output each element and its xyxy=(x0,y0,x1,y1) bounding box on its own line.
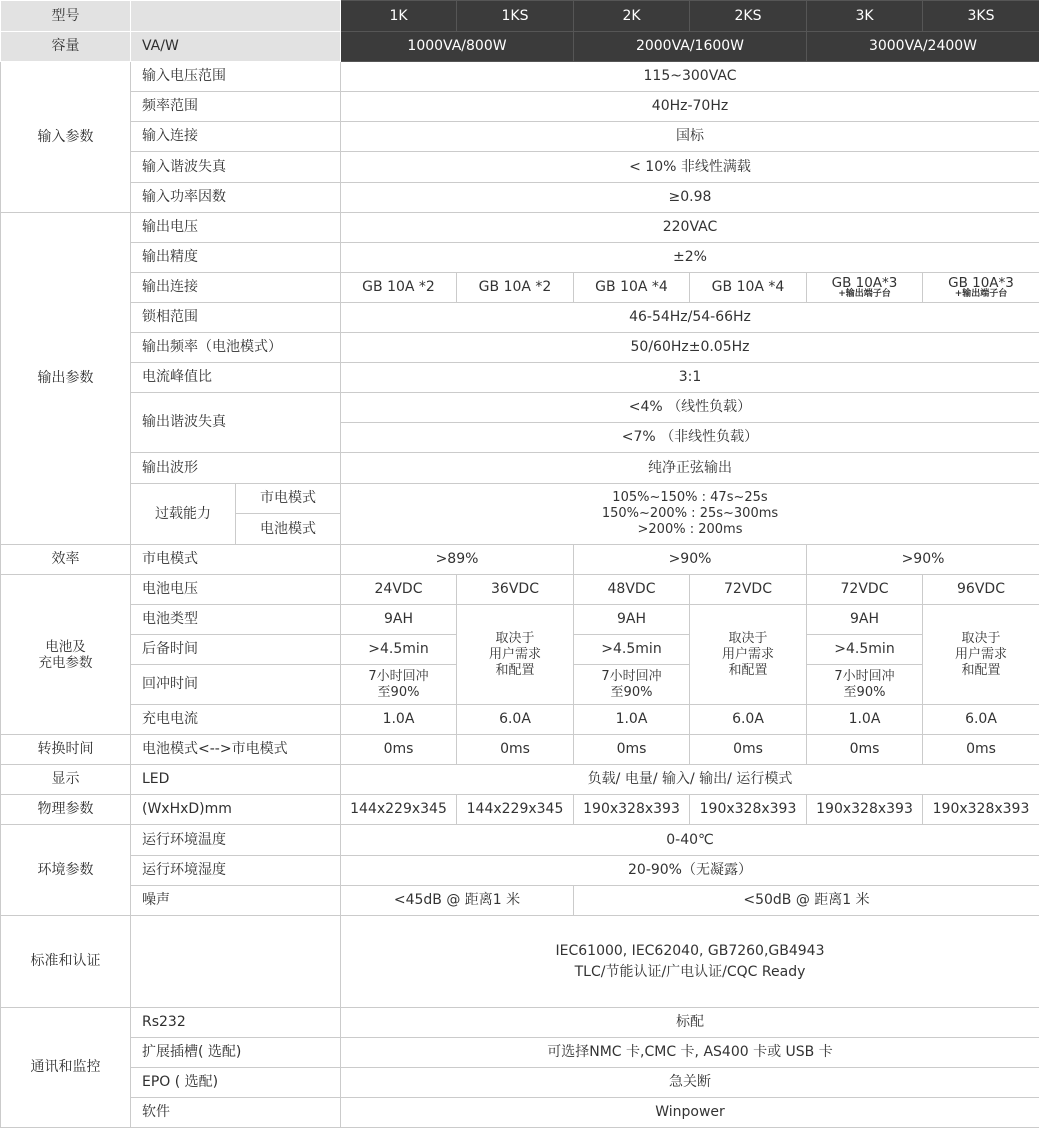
efficiency-2k: >90% xyxy=(574,545,807,575)
display-section-title: 显示 xyxy=(1,765,131,795)
env-noise-2k3k: <50dB @ 距离1 米 xyxy=(574,886,1039,916)
output-crest-value: 3:1 xyxy=(341,363,1039,393)
output-crest-row xyxy=(1,363,1039,393)
depends-line-2: 用户需求 xyxy=(721,646,774,662)
charge-current-1ks: 6.0A xyxy=(457,705,574,735)
battery-recharge-3k xyxy=(807,665,923,705)
model-2ks: 2KS xyxy=(690,1,807,32)
comm-rs232-row xyxy=(1,1008,1039,1038)
dimensions-2k: 190x328x393 xyxy=(574,795,690,825)
output-connection-3k xyxy=(807,273,923,303)
display-value: 负载/ 电量/ 输入/ 输出/ 运行模式 xyxy=(341,765,1039,795)
overload-utility-mode-label: 市电模式 xyxy=(236,484,341,514)
input-freq-label: 频率范围 xyxy=(131,92,341,122)
output-precision-label: 输出精度 xyxy=(131,243,341,273)
charge-current-3k: 1.0A xyxy=(807,705,923,735)
depends-line-1: 取决于 xyxy=(495,630,535,646)
comm-slot-value: 可选择NMC 卡,CMC 卡, AS400 卡或 USB 卡 xyxy=(341,1038,1039,1068)
output-connection-row xyxy=(1,273,1039,303)
dimensions-3ks: 190x328x393 xyxy=(923,795,1039,825)
comm-rs232-label: Rs232 xyxy=(131,1008,341,1038)
env-temp-value: 0-40℃ xyxy=(341,825,1039,856)
output-precision-row xyxy=(1,243,1039,273)
input-connection-row xyxy=(1,122,1039,152)
battery-voltage-2ks: 72VDC xyxy=(690,575,807,605)
input-section-title: 输入参数 xyxy=(1,62,131,213)
depends-line-2: 用户需求 xyxy=(488,646,541,662)
recharge-line-1: 7小时回冲 xyxy=(834,668,895,684)
dimensions-3k: 190x328x393 xyxy=(807,795,923,825)
comm-software-row xyxy=(1,1098,1039,1128)
dimensions-1k: 144x229x345 xyxy=(341,795,457,825)
model-1k: 1K xyxy=(341,1,457,32)
battery-type-2k: 9AH xyxy=(574,605,690,635)
depends-line-3: 和配置 xyxy=(495,662,535,678)
dimensions-2ks: 190x328x393 xyxy=(690,795,807,825)
input-connection-label: 输入连接 xyxy=(131,122,341,152)
input-freq-row xyxy=(1,92,1039,122)
battery-type-row xyxy=(1,605,1039,635)
depends-line-2: 用户需求 xyxy=(954,646,1007,662)
efficiency-label: 市电模式 xyxy=(131,545,341,575)
transfer-2ks: 0ms xyxy=(690,735,807,765)
env-noise-row xyxy=(1,886,1039,916)
model-2k: 2K xyxy=(574,1,690,32)
battery-depends-3ks xyxy=(923,605,1039,705)
model-header-label: 型号 xyxy=(1,1,131,32)
input-voltage-label: 输入电压范围 xyxy=(131,62,341,92)
output-connection-label: 输出连接 xyxy=(131,273,341,303)
display-label: LED xyxy=(131,765,341,795)
input-voltage-value: 115~300VAC xyxy=(341,62,1039,92)
overload-utility-row xyxy=(1,484,1039,514)
capacity-1k: 1000VA/800W xyxy=(341,32,574,62)
comm-epo-row xyxy=(1,1068,1039,1098)
output-section-title: 输出参数 xyxy=(1,213,131,545)
output-connection-3ks-main: GB 10A*3 xyxy=(948,275,1014,291)
output-lockrange-row xyxy=(1,303,1039,333)
capacity-unit-label: VA/W xyxy=(131,32,341,62)
battery-voltage-1ks: 36VDC xyxy=(457,575,574,605)
input-freq-value: 40Hz-70Hz xyxy=(341,92,1039,122)
standards-label-spacer xyxy=(131,916,341,1008)
output-connection-3ks-note: +输出端子台 xyxy=(954,289,1008,299)
input-thd-value: < 10% 非线性满载 xyxy=(341,152,1039,183)
display-row xyxy=(1,765,1039,795)
charge-current-2k: 1.0A xyxy=(574,705,690,735)
output-connection-3k-note: +输出端子台 xyxy=(838,289,891,299)
capacity-2k: 2000VA/1600W xyxy=(574,32,807,62)
output-connection-1k: GB 10A *2 xyxy=(341,273,457,303)
battery-voltage-label: 电池电压 xyxy=(131,575,341,605)
comm-slot-label: 扩展插槽( 选配) xyxy=(131,1038,341,1068)
output-thd-linear-row xyxy=(1,393,1039,423)
physical-row xyxy=(1,795,1039,825)
depends-line-1: 取决于 xyxy=(728,630,768,646)
battery-voltage-1k: 24VDC xyxy=(341,575,457,605)
input-voltage-row xyxy=(1,62,1039,92)
dimensions-1ks: 144x229x345 xyxy=(457,795,574,825)
output-connection-3ks xyxy=(923,273,1039,303)
capacity-3k: 3000VA/2400W xyxy=(807,32,1039,62)
recharge-line-2: 至90% xyxy=(377,684,420,700)
output-thd-nonlinear-value: <7% （非线性负载） xyxy=(341,423,1039,453)
output-voltage-row xyxy=(1,213,1039,243)
battery-voltage-row xyxy=(1,575,1039,605)
battery-backup-label: 后备时间 xyxy=(131,635,341,665)
overload-label: 过载能力 xyxy=(131,484,236,545)
model-1ks: 1KS xyxy=(457,1,574,32)
output-voltage-label: 输出电压 xyxy=(131,213,341,243)
battery-recharge-1k xyxy=(341,665,457,705)
comm-rs232-value: 标配 xyxy=(341,1008,1039,1038)
depends-line-3: 和配置 xyxy=(728,662,768,678)
overload-line-1: 105%~150% : 47s~25s xyxy=(612,490,768,505)
battery-title-line-2: 充电参数 xyxy=(38,654,93,671)
env-temp-label: 运行环境温度 xyxy=(131,825,341,856)
battery-backup-2k: >4.5min xyxy=(574,635,690,665)
input-pf-value: ≥0.98 xyxy=(341,183,1039,213)
recharge-line-1: 7小时回冲 xyxy=(368,668,429,684)
output-lockrange-value: 46-54Hz/54-66Hz xyxy=(341,303,1039,333)
battery-backup-3k: >4.5min xyxy=(807,635,923,665)
output-lockrange-label: 锁相范围 xyxy=(131,303,341,333)
output-connection-2ks: GB 10A *4 xyxy=(690,273,807,303)
output-connection-2k: GB 10A *4 xyxy=(574,273,690,303)
overload-line-2: 150%~200% : 25s~300ms xyxy=(601,506,779,521)
model-3ks: 3KS xyxy=(923,1,1039,32)
battery-type-3k: 9AH xyxy=(807,605,923,635)
recharge-line-2: 至90% xyxy=(843,684,886,700)
comm-epo-label: EPO ( 选配) xyxy=(131,1068,341,1098)
battery-backup-1k: >4.5min xyxy=(341,635,457,665)
battery-depends-1ks xyxy=(457,605,574,705)
input-thd-row xyxy=(1,152,1039,183)
env-noise-label: 噪声 xyxy=(131,886,341,916)
output-waveform-row xyxy=(1,453,1039,484)
standards-section-title: 标准和认证 xyxy=(1,916,131,1008)
transfer-3k: 0ms xyxy=(807,735,923,765)
battery-title-line-1: 电池及 xyxy=(45,638,86,655)
standards-row xyxy=(1,916,1039,1008)
capacity-header-label: 容量 xyxy=(1,32,131,62)
output-connection-1ks: GB 10A *2 xyxy=(457,273,574,303)
comm-epo-value: 急关断 xyxy=(341,1068,1039,1098)
recharge-line-2: 至90% xyxy=(610,684,653,700)
output-freq-row xyxy=(1,333,1039,363)
depends-line-1: 取决于 xyxy=(961,630,1001,646)
depends-line-3: 和配置 xyxy=(961,662,1001,678)
battery-charge-current-label: 充电电流 xyxy=(131,705,341,735)
input-pf-label: 输入功率因数 xyxy=(131,183,341,213)
overload-battery-mode-label: 电池模式 xyxy=(236,514,341,545)
model-header-row xyxy=(1,1,1039,32)
battery-depends-2ks xyxy=(690,605,807,705)
model-header-spacer xyxy=(131,1,341,32)
physical-label: (WxHxD)mm xyxy=(131,795,341,825)
input-pf-row xyxy=(1,183,1039,213)
battery-recharge-2k xyxy=(574,665,690,705)
standards-line-1: IEC61000, IEC62040, GB7260,GB4943 xyxy=(555,942,825,959)
input-thd-label: 输入谐波失真 xyxy=(131,152,341,183)
physical-section-title: 物理参数 xyxy=(1,795,131,825)
recharge-line-1: 7小时回冲 xyxy=(601,668,662,684)
efficiency-3k: >90% xyxy=(807,545,1039,575)
env-section-title: 环境参数 xyxy=(1,825,131,916)
model-3k: 3K xyxy=(807,1,923,32)
battery-voltage-3ks: 96VDC xyxy=(923,575,1039,605)
transfer-section-title: 转换时间 xyxy=(1,735,131,765)
battery-voltage-2k: 48VDC xyxy=(574,575,690,605)
battery-recharge-label: 回冲时间 xyxy=(131,665,341,705)
transfer-1ks: 0ms xyxy=(457,735,574,765)
capacity-header-row xyxy=(1,32,1039,62)
output-voltage-value: 220VAC xyxy=(341,213,1039,243)
battery-type-1k: 9AH xyxy=(341,605,457,635)
battery-section-title xyxy=(1,575,131,735)
env-humidity-label: 运行环境湿度 xyxy=(131,856,341,886)
charge-current-2ks: 6.0A xyxy=(690,705,807,735)
battery-type-label: 电池类型 xyxy=(131,605,341,635)
standards-value xyxy=(341,916,1039,1008)
output-thd-linear-value: <4% （线性负载） xyxy=(341,393,1039,423)
transfer-row xyxy=(1,735,1039,765)
overload-line-3: >200% : 200ms xyxy=(637,522,743,537)
standards-line-2: TLC/节能认证/广电认证/CQC Ready xyxy=(574,963,806,980)
output-waveform-value: 纯净正弦输出 xyxy=(341,453,1039,484)
output-precision-value: ±2% xyxy=(341,243,1039,273)
output-crest-label: 电流峰值比 xyxy=(131,363,341,393)
charge-current-3ks: 6.0A xyxy=(923,705,1039,735)
transfer-label: 电池模式<-->市电模式 xyxy=(131,735,341,765)
output-freq-value: 50/60Hz±0.05Hz xyxy=(341,333,1039,363)
charge-current-1k: 1.0A xyxy=(341,705,457,735)
battery-voltage-3k: 72VDC xyxy=(807,575,923,605)
transfer-3ks: 0ms xyxy=(923,735,1039,765)
efficiency-section-title: 效率 xyxy=(1,545,131,575)
efficiency-row xyxy=(1,545,1039,575)
env-temp-row xyxy=(1,825,1039,856)
env-noise-1k: <45dB @ 距离1 米 xyxy=(341,886,574,916)
overload-value xyxy=(341,484,1039,545)
efficiency-1k: >89% xyxy=(341,545,574,575)
output-connection-3k-main: GB 10A*3 xyxy=(831,275,898,291)
comm-software-value: Winpower xyxy=(341,1098,1039,1128)
input-connection-value: 国标 xyxy=(341,122,1039,152)
env-humidity-row xyxy=(1,856,1039,886)
env-humidity-value: 20-90%（无凝露） xyxy=(341,856,1039,886)
output-waveform-label: 输出波形 xyxy=(131,453,341,484)
comm-slot-row xyxy=(1,1038,1039,1068)
transfer-1k: 0ms xyxy=(341,735,457,765)
battery-charge-current-row xyxy=(1,705,1039,735)
comm-software-label: 软件 xyxy=(131,1098,341,1128)
comm-section-title: 通讯和监控 xyxy=(1,1008,131,1128)
output-freq-label: 输出频率（电池模式） xyxy=(131,333,341,363)
output-thd-label: 输出谐波失真 xyxy=(131,393,341,453)
transfer-2k: 0ms xyxy=(574,735,690,765)
